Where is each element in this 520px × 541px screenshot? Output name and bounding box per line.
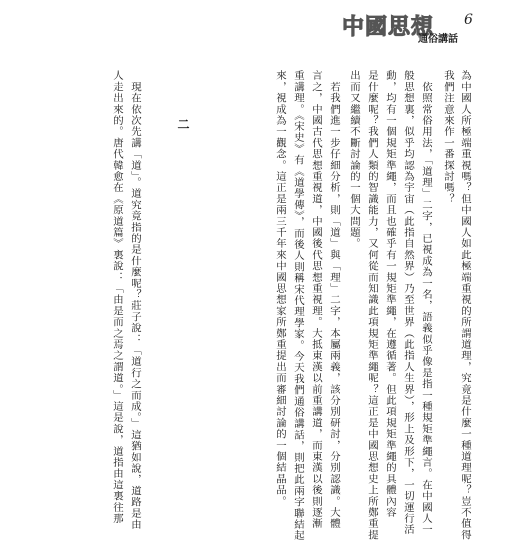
page-number: 6 — [464, 12, 473, 28]
text-column: 為中國人所極端重視嗎？但中國人如此極端重視的所謂道理，究竟是什麼一種道理呢？豈不值得 — [459, 70, 471, 541]
section-number: 二 — [176, 118, 190, 134]
text-column: 般思想裏，似乎均認為宇宙（此指自然界）乃至世界（此指人生界），形上及形下，一切運行活 — [402, 70, 414, 536]
text-column: 重講理。《宋史》有《道學傳》，而後人則稱宋代理學家。今天我們通俗講話，則把此兩字聯結起 — [292, 70, 304, 541]
text-column: 言之，中國古代思想重視道，中國後代思想重視理。大抵東漢以前重講道，而東漢以後則逐漸 — [310, 70, 322, 530]
text-column: 人走出來的。唐代韓愈在《原道篇》裏說：「由是而之焉之謂道。」這是說，道指由這裏往那 — [111, 70, 123, 524]
text-column: 我們注意來作一番探討嗎？ — [442, 70, 454, 205]
page-header — [340, 8, 490, 64]
text-column: 依照常俗用法，「道理」二字，已視成為一名，語義似乎像是指一種規矩準繩言。在中國人一 — [420, 70, 432, 536]
text-column: 動，均有一個規矩準繩，而且也確乎有一規矩準繩，在遵循著。但此項規矩準繩的具體內容 — [384, 70, 396, 518]
logo-subtitle: 通俗講話 — [418, 34, 458, 45]
text-column: 若我們進一步仔細分析，則「道」與「理」二字，本屬兩義，該分別研討，分別認識。大體 — [328, 70, 340, 530]
text-column: 來，視成為一觀念。這正是兩三千年來中國思想家所鄭重提出而審細討論的一個結晶品。 — [274, 70, 286, 507]
text-column: 是什麼呢？我們人類的智識能力，又何從而知識此項規矩準繩呢？這正是中國思想史上所鄭重提 — [366, 70, 378, 541]
text-column: 出而又繼續不斷討論的一個大問題。 — [348, 70, 360, 250]
text-column: 現在依次先講「道」。道究竟指的是什麼呢？莊子說：「道行之而成。」這猶如說，道路是由 — [129, 70, 141, 530]
series-logo — [340, 10, 480, 44]
logo-title: 中國思想 — [342, 15, 435, 40]
